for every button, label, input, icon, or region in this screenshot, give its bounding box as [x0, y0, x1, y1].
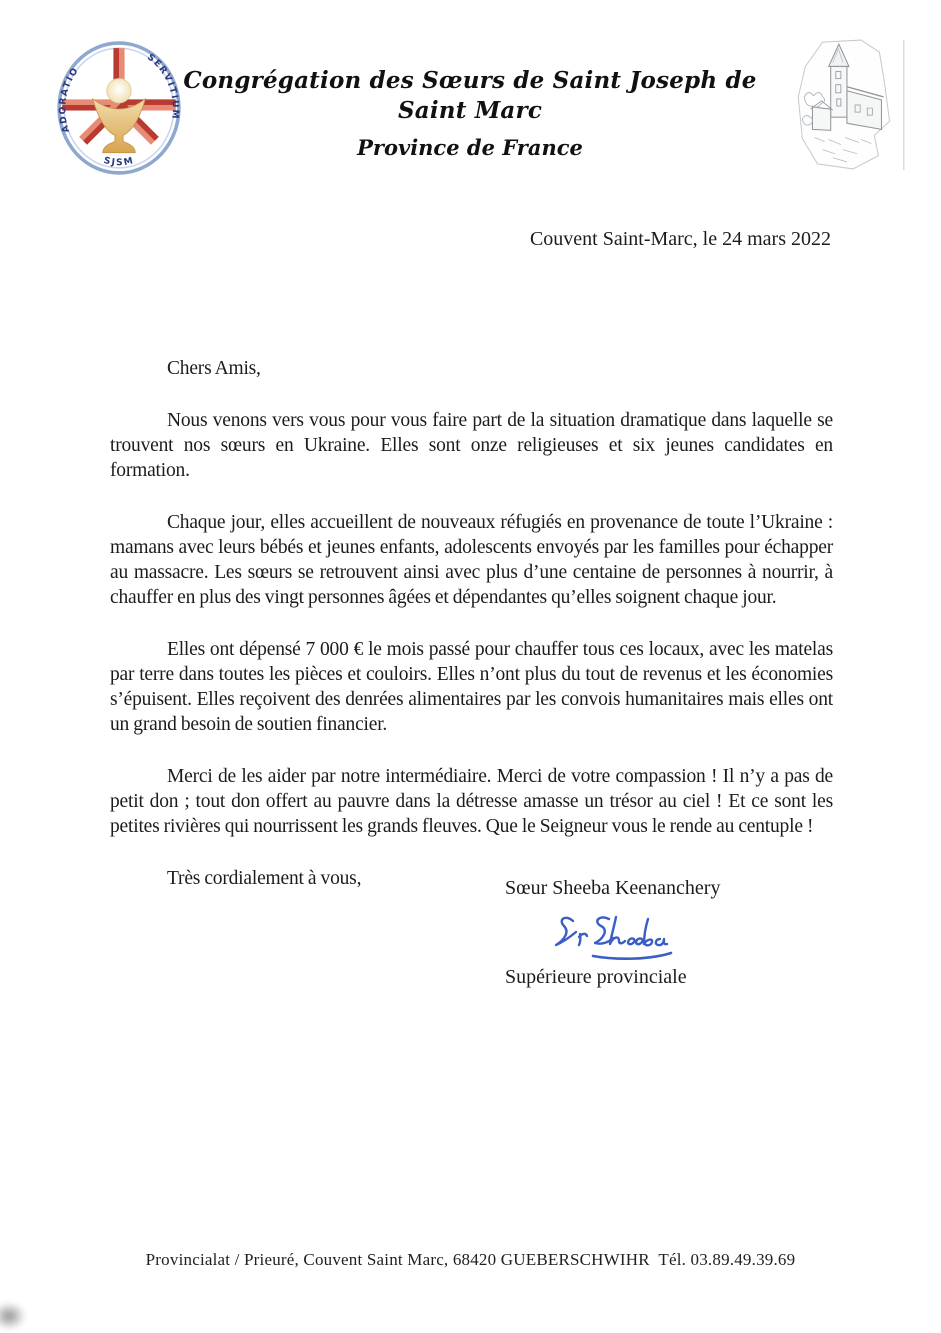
province-name: Province de France: [357, 135, 583, 160]
letter-paragraph: Elles ont dépensé 7 000 € le mois passé pour chauffer tous ces locaux, avec les matelas par terre dans toutes les pièces et couloirs. Elles n’ont plus du tout de revenus et les économies s’épuisent. Elles reçoivent des denrées alimentaires par les convois humanitaires mais elles ont un grand besoin de soutien financier.: [110, 639, 833, 735]
salutation: Chers Amis,: [167, 358, 261, 379]
letterhead-title: [150, 66, 790, 162]
letter-body: [110, 356, 833, 918]
svg-text:SERVITIUM: SERVITIUM: [145, 52, 181, 121]
letter-paragraph: Chaque jour, elles accueillent de nouveaux réfugiés en provenance de toute l’Ukraine : mamans avec leurs bébés et jeunes enfants, adolescents envoyés par les familles pour échapper au massacre. Les sœurs se retrouvent ainsi avec plus d’une centaine de personnes à nourrir, à chauffer en plus des vingt personnes âgées et dépendantes qu’elles soignent chaque jour.: [110, 512, 833, 608]
letter-paragraph: Nous venons vers vous pour vous faire part de la situation dramatique dans laquelle se trouvent nos sœurs en Ukraine. Elles sont onze religieuses et six jeunes candidates en formation.: [110, 410, 833, 481]
handwritten-signature: [553, 911, 703, 963]
signer-title: Supérieure provinciale: [505, 966, 687, 988]
church-sketch-image: [792, 36, 908, 174]
footer-address: Provincialat / Prieuré, Couvent Saint Marc, 68420 GUEBERSCHWIHR Tél. 03.89.49.39.69: [145, 1250, 796, 1269]
dateline: Couvent Saint-Marc, le 24 mars 2022: [529, 228, 831, 250]
svg-text:ADORATIO: ADORATIO: [58, 65, 82, 134]
congregation-name: Congrégation des Sœurs de Saint Joseph de Saint Marc: [183, 67, 757, 124]
scan-smudge-artifact: [0, 1302, 26, 1330]
signer-name: Sœur Sheeba Keenanchery: [505, 877, 721, 899]
letter-paragraph: Merci de les aider par notre intermédiaire. Merci de votre compassion ! Il n’y a pas de petit don ; tout don offert au pauvre dans la détresse amasse un trésor au ciel ! Et ce sont les petites rivières qui nourrissent les grands fleuves. Que le Seigneur vous le rende au centuple !: [110, 766, 833, 837]
closing-line: Très cordialement à vous,: [167, 868, 362, 889]
signature-block: [505, 876, 805, 990]
svg-text:SJSM: SJSM: [102, 155, 136, 169]
